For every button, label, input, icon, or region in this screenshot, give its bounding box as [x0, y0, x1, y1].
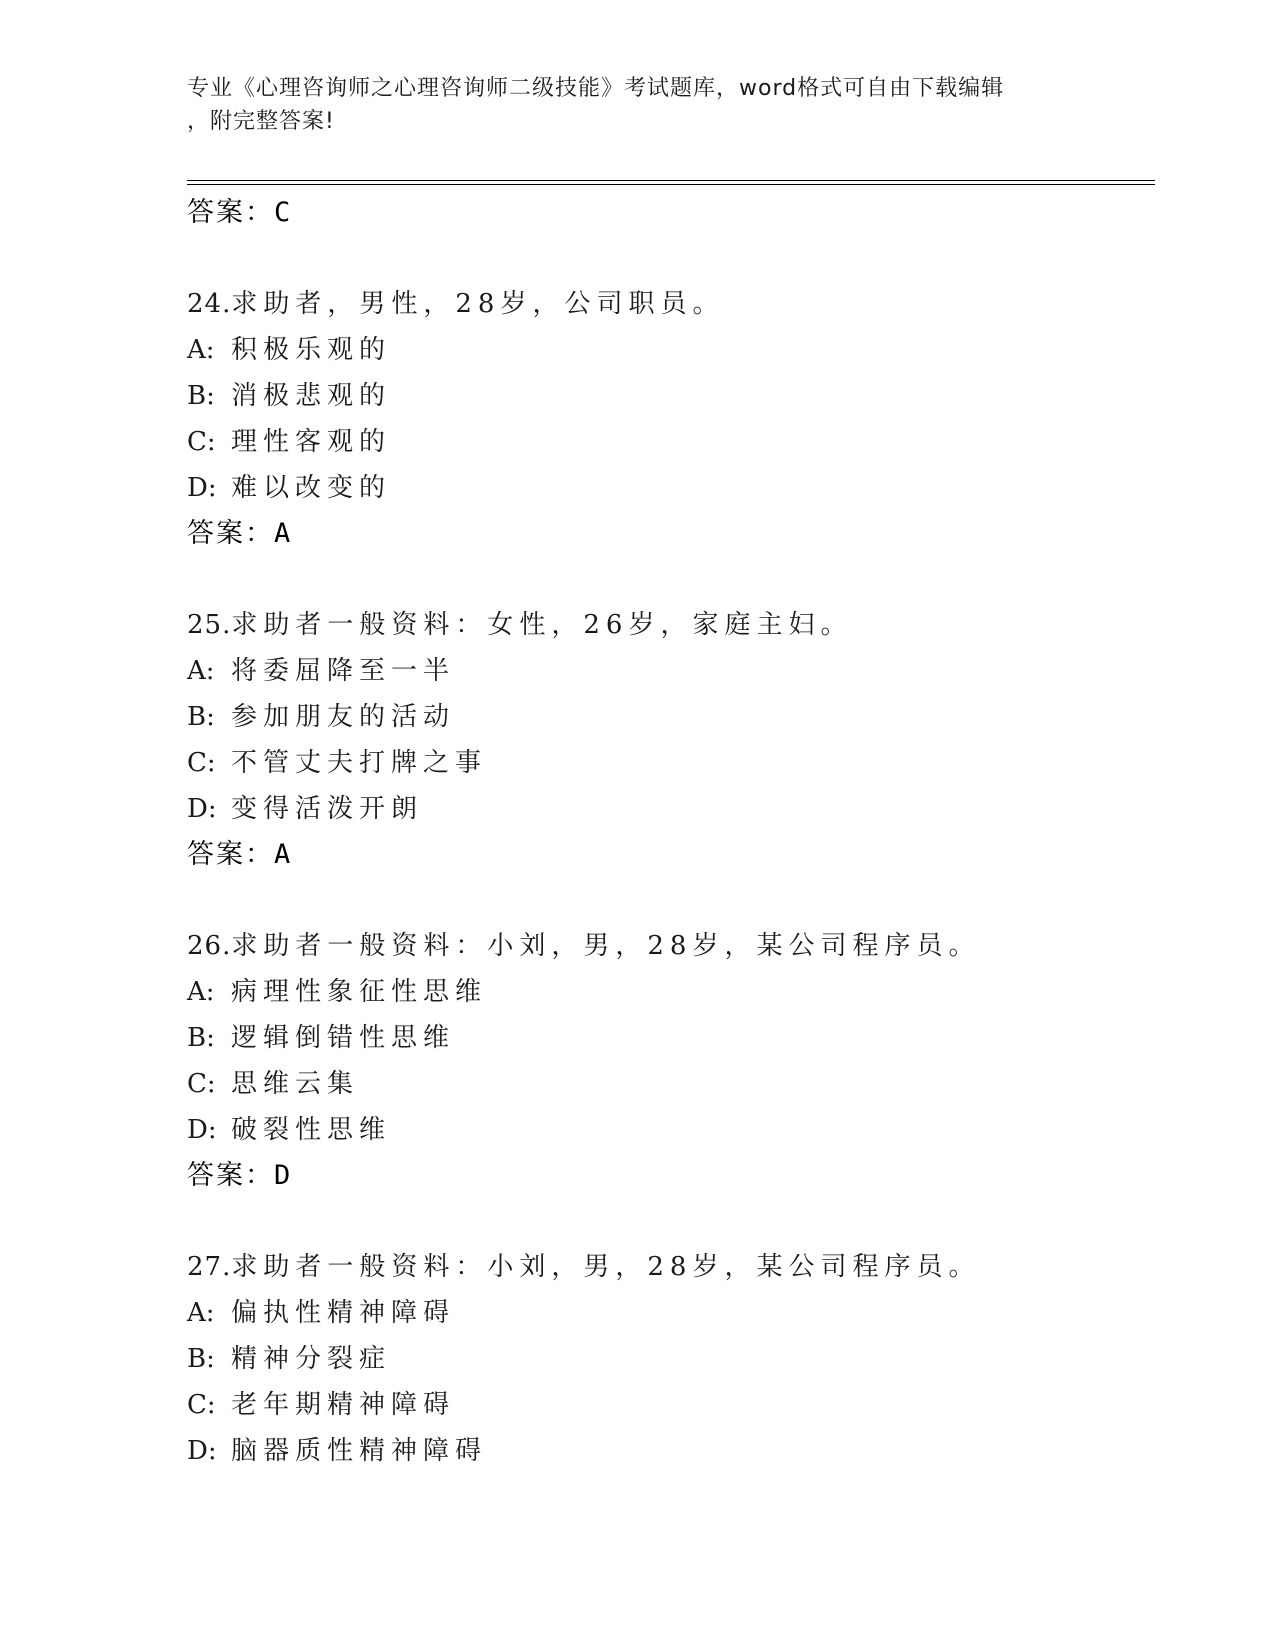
answer-line [187, 511, 1147, 557]
option-a [187, 1290, 1147, 1336]
question-number: 24. [187, 289, 232, 319]
option-letter: B: [187, 1023, 215, 1053]
option-text: 脑器质性精神障碍 [231, 1436, 488, 1466]
answer-line [187, 1153, 1147, 1199]
question-25 [187, 602, 1147, 878]
header-divider-second [187, 184, 1155, 185]
option-letter: D: [187, 1436, 217, 1466]
option-text: 逻辑倒错性思维 [231, 1023, 456, 1053]
option-letter: B: [187, 702, 215, 732]
question-text: 求助者一般资料：小刘，男，28岁，某公司程序员。 [231, 931, 981, 961]
option-letter: A: [187, 1298, 215, 1328]
question-stem [187, 923, 1147, 969]
option-a [187, 327, 1147, 373]
answer-value: A [274, 518, 293, 549]
option-text: 积极乐观的 [231, 335, 392, 365]
document-header [187, 72, 1067, 138]
question-number: 25. [187, 610, 232, 640]
option-c [187, 740, 1147, 786]
option-letter: A: [187, 656, 215, 686]
option-b [187, 694, 1147, 740]
option-d [187, 786, 1147, 832]
answer-value: C [274, 197, 293, 228]
option-text: 老年期精神障碍 [231, 1390, 456, 1420]
option-text: 破裂性思维 [231, 1115, 392, 1145]
option-text: 难以改变的 [231, 473, 392, 503]
answer-line [187, 832, 1147, 878]
option-a [187, 648, 1147, 694]
option-letter: A: [187, 335, 215, 365]
answer-line [187, 190, 1147, 236]
option-letter: D: [187, 1115, 217, 1145]
option-text: 消极悲观的 [231, 381, 392, 411]
question-number: 26. [187, 931, 232, 961]
option-text: 偏执性精神障碍 [231, 1298, 456, 1328]
question-text: 求助者，男性，28岁，公司职员。 [231, 289, 725, 319]
answer-label: 答案： [187, 1160, 274, 1191]
option-text: 不管丈夫打牌之事 [231, 748, 488, 778]
question-text: 求助者一般资料：女性，26岁，家庭主妇。 [231, 610, 853, 640]
option-letter: C: [187, 427, 216, 457]
option-b [187, 1015, 1147, 1061]
question-26 [187, 923, 1147, 1199]
option-text: 精神分裂症 [231, 1344, 392, 1374]
option-c [187, 419, 1147, 465]
answer-label: 答案： [187, 518, 274, 549]
question-stem [187, 1244, 1147, 1290]
option-letter: D: [187, 473, 217, 503]
option-letter: C: [187, 1390, 216, 1420]
question-list [187, 190, 1147, 1474]
header-line-2: ，附完整答案! [187, 109, 335, 134]
option-c [187, 1061, 1147, 1107]
question-24 [187, 281, 1147, 557]
option-d [187, 1428, 1147, 1474]
option-d [187, 465, 1147, 511]
answer-value: A [274, 839, 293, 870]
question-number: 27. [187, 1252, 232, 1282]
option-text: 将委屈降至一半 [231, 656, 456, 686]
answer-label: 答案： [187, 839, 274, 870]
answer-label: 答案： [187, 197, 274, 228]
option-letter: B: [187, 1344, 215, 1374]
option-letter: D: [187, 794, 217, 824]
question-stem [187, 602, 1147, 648]
answer-value: D [274, 1160, 293, 1191]
option-text: 变得活泼开朗 [231, 794, 424, 824]
option-letter: B: [187, 381, 215, 411]
option-text: 病理性象征性思维 [231, 977, 488, 1007]
option-c [187, 1382, 1147, 1428]
option-a [187, 969, 1147, 1015]
question-27 [187, 1244, 1147, 1474]
option-text: 理性客观的 [231, 427, 392, 457]
option-letter: C: [187, 1069, 216, 1099]
option-d [187, 1107, 1147, 1153]
option-text: 参加朋友的活动 [231, 702, 456, 732]
question-text: 求助者一般资料：小刘，男，28岁，某公司程序员。 [231, 1252, 981, 1282]
header-line-1: 专业《心理咨询师之心理咨询师二级技能》考试题库，word格式可自由下载编辑 [187, 76, 1005, 101]
option-b [187, 373, 1147, 419]
header-divider [187, 180, 1155, 181]
option-letter: A: [187, 977, 215, 1007]
option-b [187, 1336, 1147, 1382]
option-text: 思维云集 [231, 1069, 360, 1099]
option-letter: C: [187, 748, 216, 778]
question-stem [187, 281, 1147, 327]
